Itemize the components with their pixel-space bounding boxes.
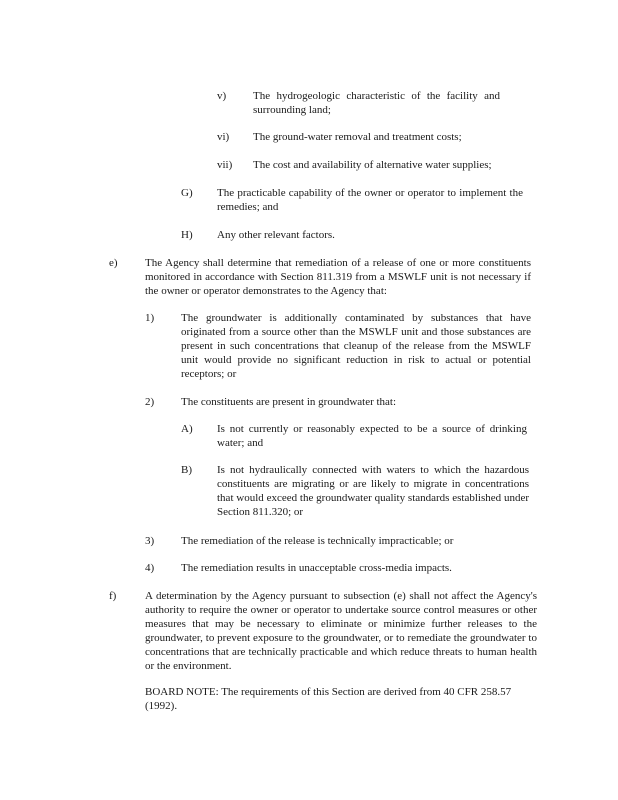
item-G-label: G) — [181, 187, 193, 199]
item-e-text: The Agency shall determine that remediation of a release of one or more constituents monitored in accordance with Section 811.319 from a MSWLF unit is not necessary if the owner or operator demonstrates to the Agency that: — [145, 257, 531, 297]
item-v-label: v) — [217, 90, 227, 102]
item-H-text: Any other relevant factors. — [217, 229, 335, 241]
board-note: BOARD NOTE: The requirements of this Section are derived from 40 CFR 258.57 (1992). — [145, 686, 512, 712]
item-vi-label: vi) — [217, 131, 230, 143]
item-f-text: A determination by the Agency pursuant to subsection (e) shall not affect the Agency's authority to require the owner or operator to undertake source control measures or other measures that may be necessary to eliminate or minimize further releases to the groundwater, to prevent exposure to the groundwater, or to remediate the groundwater to concentrations that are technically practicable and which reduce threats to human health or the environment. — [145, 590, 537, 672]
item-G-text: The practicable capability of the owner or operator to implement the remedies; and — [217, 187, 523, 213]
item-e3-text: The remediation of the release is technically impracticable; or — [181, 535, 454, 547]
item-e4-label: 4) — [145, 562, 155, 574]
item-e-label: e) — [109, 257, 118, 269]
item-H-label: H) — [181, 229, 193, 241]
item-e4-text: The remediation results in unacceptable cross-media impacts. — [181, 562, 452, 574]
item-e2-label: 2) — [145, 396, 155, 408]
item-v-text: The hydrogeologic characteristic of the facility and surrounding land; — [253, 90, 500, 116]
item-e2-text: The constituents are present in groundwater that: — [181, 396, 397, 408]
item-e2A-label: A) — [181, 423, 193, 435]
item-vi-text: The ground-water removal and treatment costs; — [253, 131, 462, 143]
item-f-label: f) — [109, 590, 117, 602]
item-vii-text: The cost and availability of alternative water supplies; — [253, 159, 492, 171]
item-e1-text: The groundwater is additionally contaminated by substances that have originated from a source other than the MSWLF unit and those substances are present in such concentrations that cleanup of the release from the MSWLF unit would provide no significant reduction in risk to actual or potential receptors; or — [181, 312, 531, 380]
item-e2A-text: Is not currently or reasonably expected to be a source of drinking water; and — [217, 423, 527, 449]
item-vii-label: vii) — [217, 159, 233, 171]
item-e2B-text: Is not hydraulically connected with waters to which the hazardous constituents are migrating or are likely to migrate in concentrations that would exceed the groundwater quality standards established under Section 811.320; or — [217, 464, 529, 518]
item-e2B-label: B) — [181, 464, 192, 476]
item-e3-label: 3) — [145, 535, 155, 547]
item-e1-label: 1) — [145, 312, 155, 324]
